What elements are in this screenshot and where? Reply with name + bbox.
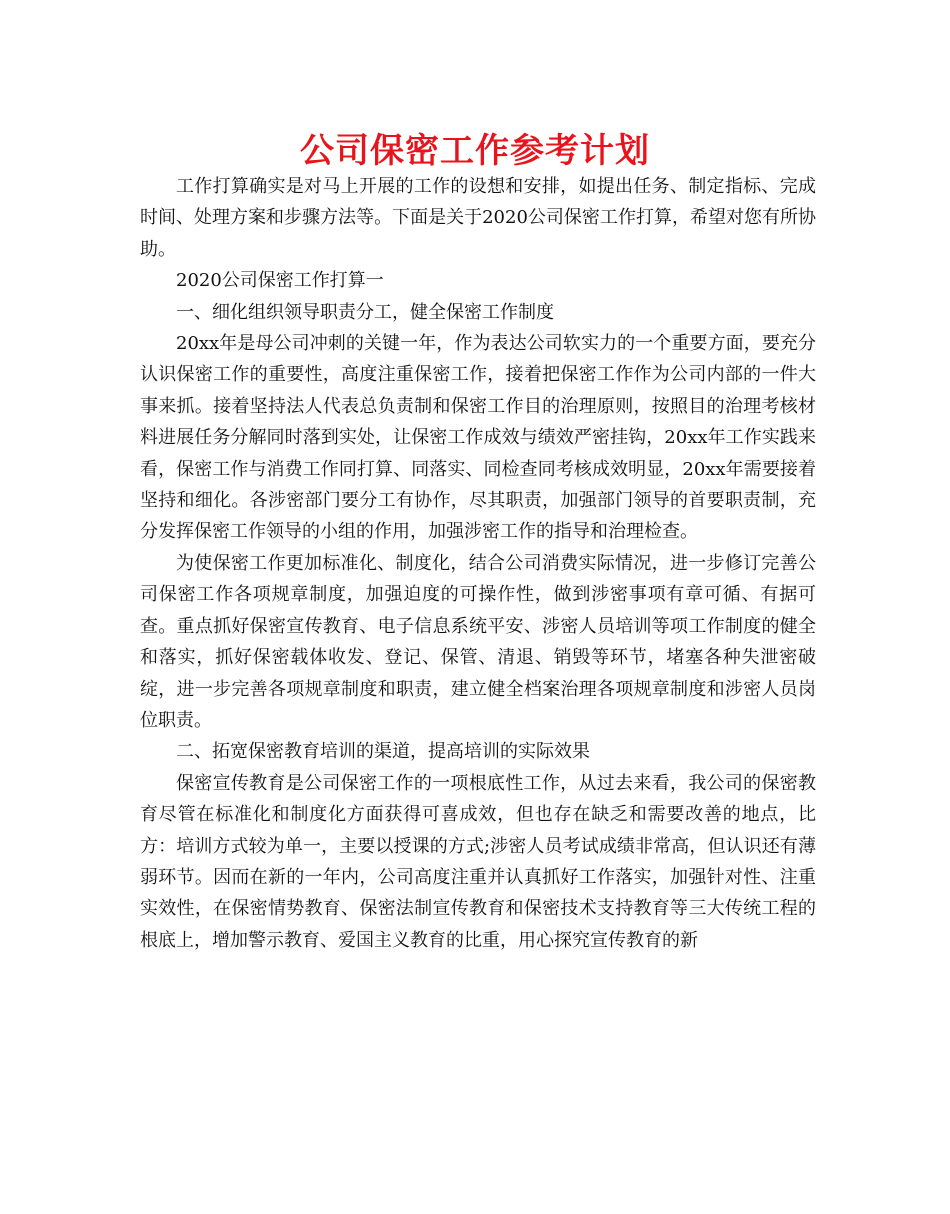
section-1-paragraph-2: 为使保密工作更加标准化、制度化，结合公司消费实际情况，进一步修订完善公司保密工作各项规章制度，加强迫度的可操作性，做到涉密事项有章可循、有据可查。重点抓好保密宣传教育、电子信息系统平安、涉密人员培训等项工作制度的健全和落实，抓好保密载体收发、登记、保管、清退、销毁等环节，堵塞各种失泄密破绽，进一步完善各项规章制度和职责，建立健全档案治理各项规章制度和涉密人员岗位职责。 bbox=[140, 552, 816, 731]
section-1-heading: 一、细化组织领导职责分工，健全保密工作制度 bbox=[176, 301, 554, 323]
document-title: 公司保密工作参考计划 bbox=[300, 131, 650, 171]
document-body bbox=[140, 171, 816, 956]
plan-heading: 2020公司保密工作打算一 bbox=[176, 270, 384, 292]
section-1-paragraph-1: 20xx年是母公司冲刺的关键一年，作为表达公司软实力的一个重要方面，要充分认识保密工作的重要性，高度注重保密工作，接着把保密工作作为公司内部的一件大事来抓。接着坚持法人代表总负责制和保密工作目的治理原则，按照目的治理考核材料进展任务分解同时落到实处，让保密工作成效与绩效严密挂钩，20xx年工作实践来看，保密工作与消费工作同打算、同落实、同检查同考核成效明显，20xx年需要接着坚持和细化。各涉密部门要分工有协作，尽其职责，加强部门领导的首要职责制，充分发挥保密工作领导的小组的作用，加强涉密工作的指导和治理检查。 bbox=[140, 333, 816, 543]
section-2-paragraph-1: 保密宣传教育是公司保密工作的一项根底性工作，从过去来看，我公司的保密教育尽管在标准化和制度化方面获得可喜成效，但也存在缺乏和需要改善的地点，比方：培训方式较为单一，主要以授课的方式;涉密人员考试成绩非常高，但认识还有薄弱环节。因而在新的一年内，公司高度注重并认真抓好工作落实，加强针对性、注重实效性，在保密情势教育、保密法制宣传教育和保密技术支持教育等三大传统工程的根底上，增加警示教育、爱国主义教育的比重，用心探究宣传教育的新 bbox=[140, 772, 816, 951]
intro-paragraph: 工作打算确实是对马上开展的工作的设想和安排，如提出任务、制定指标、完成时间、处理方案和步骤方法等。下面是关于2020公司保密工作打算，希望对您有所协助。 bbox=[140, 176, 816, 260]
section-2-heading: 二、拓宽保密教育培训的渠道，提高培训的实际效果 bbox=[176, 741, 590, 763]
